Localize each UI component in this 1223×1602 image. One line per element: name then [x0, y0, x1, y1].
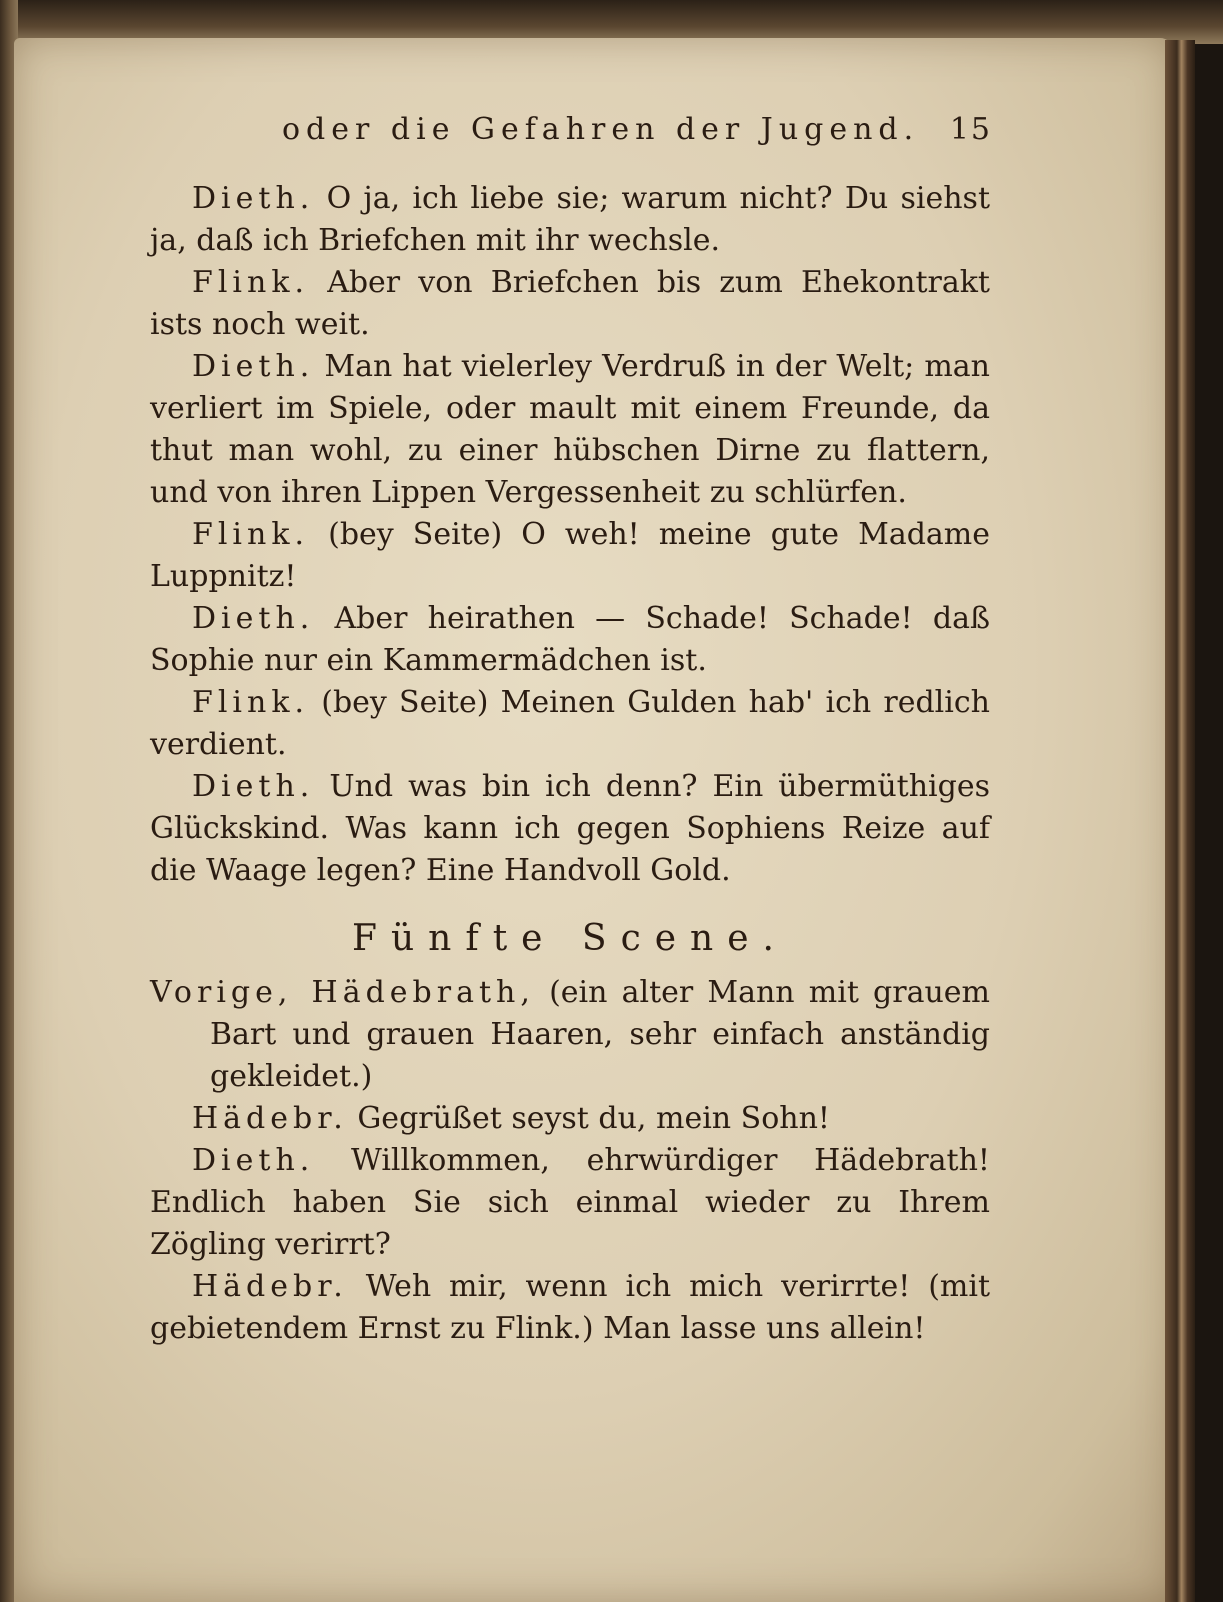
- speech-text: Man hat vielerley Verdruß in der Welt; man verliert im Spiele, oder mault mit einem Freunde, da thut man wohl, zu einer hübschen Dirne zu flattern, und von ihren Lippen Vergessenheit zu schlürfen.: [150, 349, 991, 510]
- speaker-name: Dieth.: [192, 1143, 315, 1178]
- speaker-name: Flink.: [192, 685, 310, 720]
- speech-text: Aber von Briefchen bis zum Ehekontrakt ists noch weit.: [150, 265, 990, 342]
- stage-direction-text: (ein alter Mann mit grauem Bart und grauen Haaren, sehr einfach anständig gekleidet.): [210, 975, 990, 1094]
- scene-heading: Fünfte Scene.: [352, 918, 788, 959]
- speaker-name: Hädebr.: [192, 1269, 348, 1304]
- speech-line: [150, 766, 990, 892]
- speaker-name: Flink.: [192, 265, 310, 300]
- speech-text: (bey Seite) Meinen Gulden hab' ich redlich verdient.: [150, 685, 990, 762]
- speaker-name: Flink.: [192, 517, 310, 552]
- speaker-name: Dieth.: [192, 349, 315, 384]
- book-fore-edge: [1165, 40, 1195, 1602]
- speech-line: [150, 682, 990, 766]
- running-header: [282, 112, 992, 158]
- speech-text: Gegrüßet seyst du, mein Sohn!: [357, 1101, 830, 1136]
- speech-line: [150, 262, 990, 346]
- page-text: [150, 178, 990, 1350]
- speech-text: Willkommen, ehrwürdiger Hädebrath! Endlich haben Sie sich einmal wieder zu Ihrem Zögling verirrt?: [150, 1143, 990, 1262]
- speech-line: [150, 178, 990, 262]
- stage-direction: [150, 972, 990, 1098]
- speech-line: [150, 346, 990, 514]
- speech-line: [150, 1266, 990, 1350]
- speech-text: O ja, ich liebe sie; warum nicht? Du siehst ja, daß ich Briefchen mit ihr wechsle.: [150, 181, 990, 258]
- speaker-name: Dieth.: [192, 601, 315, 636]
- speech-line: [150, 1098, 990, 1140]
- speech-text: (bey Seite) O weh! meine gute Madame Luppnitz!: [150, 517, 990, 594]
- speech-line: [150, 598, 990, 682]
- speech-text: Weh mir, wenn ich mich verirrte! (mit gebietendem Ernst zu Flink.) Man lasse uns allein!: [150, 1269, 990, 1346]
- speaker-name: Dieth.: [192, 769, 315, 804]
- dramatis-personae: Vorige, Hädebrath,: [150, 975, 535, 1010]
- speech-line: [150, 1140, 990, 1266]
- speech-text: Und was bin ich denn? Ein übermüthiges Glückskind. Was kann ich gegen Sophiens Reize auf die Waage legen? Eine Handvoll Gold.: [150, 769, 990, 888]
- speaker-name: Dieth.: [192, 181, 315, 216]
- speech-text: Aber heirathen — Schade! Schade! daß Sophie nur ein Kammermädchen ist.: [150, 601, 990, 678]
- page-number: 15: [949, 112, 992, 147]
- speech-line: [150, 514, 990, 598]
- running-title: oder die Gefahren der Jugend.: [282, 112, 920, 147]
- speaker-name: Hädebr.: [192, 1101, 348, 1136]
